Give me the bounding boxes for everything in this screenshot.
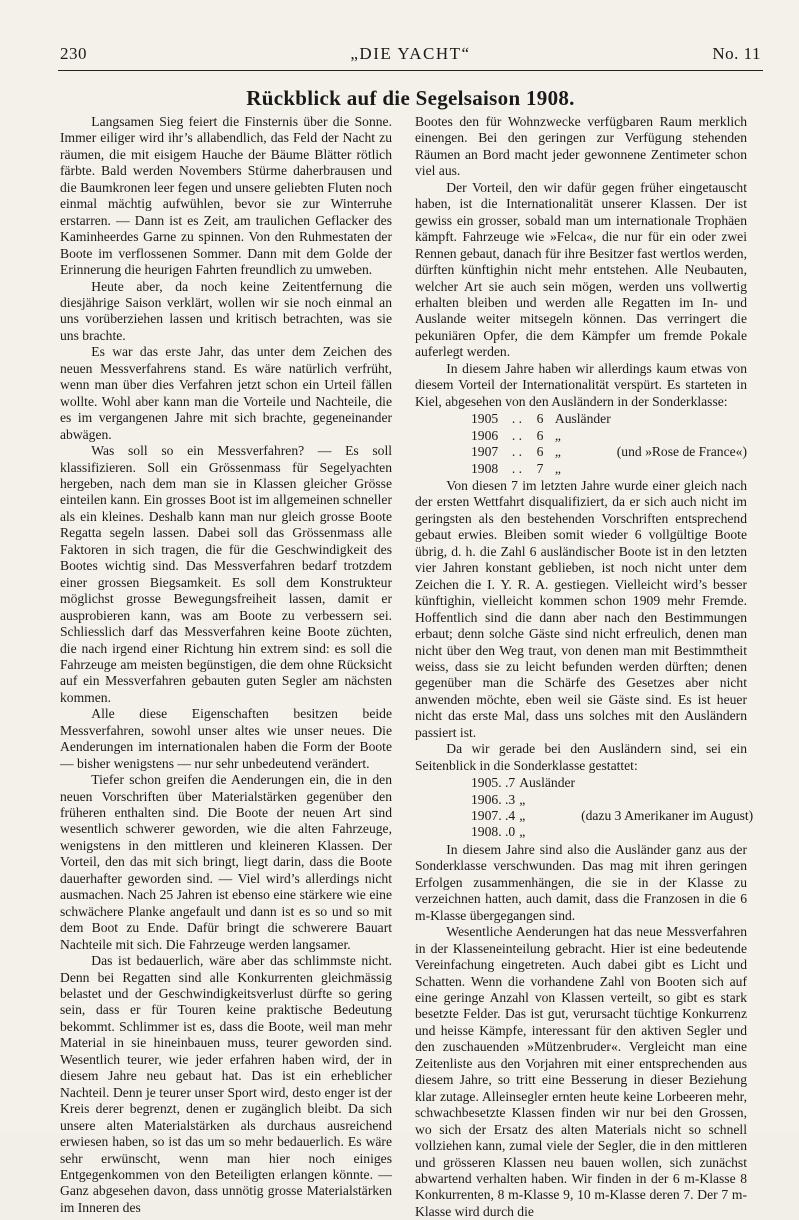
article-title: Rückblick auf die Segelsaison 1908. <box>246 86 575 110</box>
table-row <box>471 444 747 460</box>
leader-dots: . . <box>511 411 523 427</box>
leader-dots: . . <box>511 444 523 460</box>
label-cell: „ <box>519 824 526 840</box>
note-cell <box>575 824 753 840</box>
table-row <box>471 792 753 808</box>
note-cell <box>575 792 753 808</box>
year-cell: 1907 <box>471 444 499 460</box>
label-cell: Ausländer <box>519 775 576 791</box>
leader-dots: . . <box>511 460 523 476</box>
leader-dots: . . <box>511 427 523 443</box>
paragraph: In diesem Jahre sind also die Ausländer ganz aus der Sonderklasse verschwunden. Das mag mit ihren geringen Erfolgen zusammenhängen, die sie in der Klasse zu verzeichnen hatten, auch damit, dass die Franzosen in die 6 m-Klasse übergegangen sind. <box>415 841 747 923</box>
table-row <box>471 808 753 824</box>
note-cell <box>611 461 747 477</box>
right-column <box>415 114 754 1220</box>
paragraph: Es war das erste Jahr, das unter dem Zeichen des neuen Messverfahrens stand. Es wäre natürlich verfrüht, wenn man über dies Verfahren jetzt schon ein Urteil fällen wollte. Wohl aber kann man die Vorteile und Nachteile, die es im vergangenen Jahre mit sich brachte, gegeneinander abwägen. <box>60 344 392 442</box>
paragraph: Langsamen Sieg feiert die Finsternis über die Sonne. Immer eiliger wird ihr’s allabendlich, das Feld der Nacht zu räumen, die mit eisigem Hauche der Bäume Blätter rötlich färbte. Bald werden Novembers Stürme daherbrausen und die Baumkronen leer fegen und unsere geliebten Fluten noch einmal mächtig aufwühlen, bevor sie zur Winterruhe erstarren. — Dann ist es Zeit, am traulichen Geflacker des Kaminheerdes Garne zu spinnen. Von den Ruhmestaten der Boote im verflossenen Sommer. Dann mit dem Golde der Erinnerung die heurigen Fahrten freundlich zu umweben. <box>60 114 392 278</box>
count-cell: 7 <box>536 460 544 476</box>
note-cell <box>611 411 747 427</box>
note-cell: (dazu 3 Amerikaner im August) <box>581 808 754 824</box>
leader-dots: . . <box>498 824 509 840</box>
leader-dots: . . <box>498 791 509 807</box>
year-cell: 1905 <box>471 411 499 427</box>
issue-number: No. 11 <box>712 44 761 63</box>
count-cell: 6 <box>536 444 544 460</box>
table-row <box>471 775 753 791</box>
count-cell: 6 <box>536 427 544 443</box>
paragraph: Da wir gerade bei den Ausländern sind, sei ein Seitenblick in die Sonderklasse gestattet: <box>415 741 747 773</box>
label-cell: „ <box>519 791 526 807</box>
label-cell: „ <box>554 460 561 476</box>
count-cell: 7 <box>508 775 516 791</box>
left-column <box>60 114 392 1216</box>
leader-dots: . . <box>498 775 509 791</box>
journal-title: „DIE YACHT“ <box>350 44 471 63</box>
note-cell: (und »Rose de France«) <box>616 444 747 460</box>
year-cell: 1907 <box>471 808 499 824</box>
leader-dots: . . <box>498 808 509 824</box>
header-rule <box>58 70 763 71</box>
paragraph: Von diesen 7 im letzten Jahre wurde einer gleich nach der ersten Wettfahrt disqualifiziert, da er sich auch nicht im geringsten als den bestehenden Vorschriften entsprechend gebaut erwies. Bleiben somit wieder 6 vollgültige Boote übrig, d. h. die Zahl 6 ausländischer Boote ist in den letzten vier Jahren konstant geblieben, ist noch nicht unter dem Zeichen die I. Y. R. A. gestiegen. Vielleicht wird’s besser künftighin, vielleicht kommen schon 1909 mehr Fremde. Hoffentlich sind die dann aber nach den Bestimmungen erbaut; denn solche Gäste sind nicht erfreulich, denen man nicht über den Weg traut, von denen man mit Bestimmtheit weiss, dass sie zu leicht befunden werden dürften; denen gegenüber man die Schärfe des Gesetzes aber nicht anwenden möchte, eben weil sie Gäste sind. Es ist heuer nicht das erste Mal, dass uns solches mit den Ausländern passiert ist. <box>415 477 747 740</box>
paragraph: Der Vorteil, den wir dafür gegen früher eingetauscht haben, ist die Internationalität unserer Klassen. Der ist gewiss ein grosser, sobald man um internationale Trophäen kämpft. Fahrzeuge wie »Felca«, die nur für ein oder zwei Rennen gebaut, danach für ihre Besitzer fast wertlos werden, dürften künftighin nicht mehr entstehen. Alle Neubauten, welcher Art sie auch sein mögen, werden uns vollwertig erhalten bleiben und werden alle Regatten im In- und Auslande weiter mitsegeln können. Das verringert die pekuniären Opfer, die dem Kämpfer um fremde Pokale auferlegt werden. <box>415 179 747 360</box>
note-cell <box>611 428 747 444</box>
table-row <box>471 824 753 840</box>
year-cell: 1908 <box>471 460 499 476</box>
label-cell: „ <box>519 808 526 824</box>
table-row <box>471 428 747 444</box>
sonderklasse-foreigners-table <box>471 775 753 841</box>
paragraph: Das ist bedauerlich, wäre aber das schlimmste nicht. Denn bei Regatten sind alle Konkurrenten gleichmässig belastet und der Geschwindigkeitsverlust dürfte so gering sein, dass er für Touren keine praktische Bedeutung bekommt. Schlimmer ist es, dass die Boote, weil man mehr Material in sie hineinbauen muss, teurer geworden sind. Wesentlich teurer, wie jeder erfahren haben wird, der in diesem Jahre neu gebaut hat. Das ist ein erheblicher Nachteil. Denn je teurer unser Sport wird, desto enger ist der Kreis derer begrenzt, denen er zugänglich bleibt. Da sich unsere alten Materialstärken als durchaus ausreichend erwiesen haben, so ist das um so mehr bedauerlich. Es wäre sehr erwünscht, wenn man hier noch einiges Entgegenkommen von den Beteiligten erlangen könnte. — Ganz abgesehen davon, dass unnötig grosse Materialstärken im Inneren des <box>60 953 392 1215</box>
table-row <box>471 411 747 427</box>
paragraph: In diesem Jahre haben wir allerdings kaum etwas von diesem Vorteil der Internationalität verspürt. Es starteten in Kiel, abgesehen von den Ausländern in der Sonderklasse: <box>415 360 747 409</box>
running-header <box>60 44 761 68</box>
page-number: 230 <box>60 44 87 63</box>
paragraph: Bootes den für Wohnzwecke verfügbaren Raum merklich einengen. Bei den geringen zur Verfügung stehenden Räumen an Bord macht jeder gewonnene Zentimeter schon viel aus. <box>415 114 747 179</box>
kiel-foreigners-table <box>471 411 747 477</box>
paragraph: Wesentliche Aenderungen hat das neue Messverfahren in der Klasseneinteilung gebracht. Hier ist eine bedeutende Vereinfachung eingetreten. Auch dabei gibt es Licht und Schatten. Wenn die vorhandene Zahl von Booten sich auf eine geringe Anzahl von Klassen verteilt, so gibt es stark besetzte Felder. Das ist gut, verursacht tüchtige Konkurrenz und heisse Kämpfe, interessant für den aktiven Segler und den zuschauenden »Mützenbruder«. Vergleicht man eine Zeitenliste aus den Vorjahren mit einer entsprechenden aus diesem Jahre, so tritt eine Besserung in dieser Beziehung klar zutage. Alleinsegler ernten heute keine Lorbeeren mehr, schwachbesetzte Klassen finden wir nur bei den Grossen, wo sich der Ersatz des alten Materials nicht so schnell vollziehen kann, zumal viele der Segler, die in den mittleren und grösseren Klassen neu bauen wollen, sich zunächst abwartend verhalten haben. Wir finden in der 6 m-Klasse 8 Konkurrenten, 8 m-Klasse 9, 10 m-Klasse deren 7. Der 7 m-Klasse wird durch die <box>415 924 747 1219</box>
label-cell: „ <box>554 427 561 443</box>
paragraph: Tiefer schon greifen die Aenderungen ein, die in den neuen Vorschriften über Materialstärken gegenüber den früheren enthalten sind. Die Boote der neuen Art sind wesentlich schwerer geworden, wie die alten Fahrzeuge, wenigstens in den mittleren und kleineren Klassen. Der Vorteil, den das mit sich bringt, liegt darin, dass die Boote dauerhafter geworden sind. — Viel wird’s allerdings nicht ausmachen. Nach 25 Jahren ist ebenso eine stärkere wie eine schwächere Planke angefault und dann ist es so und so mit dem Boot zu Ende. Dafür bringt die schwerere Bauart Nachteile mit sich. Die Fahrzeuge werden langsamer. <box>60 772 392 952</box>
paragraph: Alle diese Eigenschaften besitzen beide Messverfahren, sowohl unser altes wie unser neues. Die Aenderungen im internationalen haben die Form der Boote — bisher wenigstens — nur sehr unbedeutend verändert. <box>60 706 392 771</box>
label-cell: „ <box>554 444 561 460</box>
count-cell: 6 <box>536 411 544 427</box>
table-row <box>471 461 747 477</box>
year-cell: 1908 <box>471 824 499 840</box>
paragraph: Was soll so ein Messverfahren? — Es soll klassifizieren. Soll ein Grössenmass für Segelyachten hergeben, nach dem man sie in Klassen gleicher Grösse einteilen kann. Ein grosses Boot ist im allgemeinen schneller als ein kleines. Deshalb kann man nur gleich grosse Boote Regatta segeln lassen. Dabei soll das Grössenmass alle Faktoren in sich tragen, die für die Geschwindigkeit des Bootes wichtig sind. Das Messverfahren bedarf trotzdem einer grossen Biegsamkeit. Es soll dem Konstrukteur möglichst grosse Bewegungsfreiheit lassen, damit er ausprobieren kann, was am Boote zu verbessern sei. Schliesslich darf das Messverfahren keine Boote züchten, die nach irgend einer Richtung hin extrem sind: es soll die Fahrzeuge am meisten begünstigen, die dem ohne Rücksicht auf ein Messverfahren gebauten guten Segler am nächsten kommen. <box>60 443 392 705</box>
count-cell: 4 <box>508 808 516 824</box>
year-cell: 1906 <box>471 427 499 443</box>
paragraph: Heute aber, da noch keine Zeitentfernung die diesjährige Saison verklärt, wollen wir sie noch einmal an uns vorüberziehen lassen und kritisch betrachten, was sie uns brachte. <box>60 278 392 343</box>
count-cell: 0 <box>508 824 516 840</box>
note-cell <box>575 775 753 791</box>
year-cell: 1906 <box>471 791 499 807</box>
year-cell: 1905 <box>471 775 499 791</box>
label-cell: Ausländer <box>554 411 611 427</box>
count-cell: 3 <box>508 791 516 807</box>
